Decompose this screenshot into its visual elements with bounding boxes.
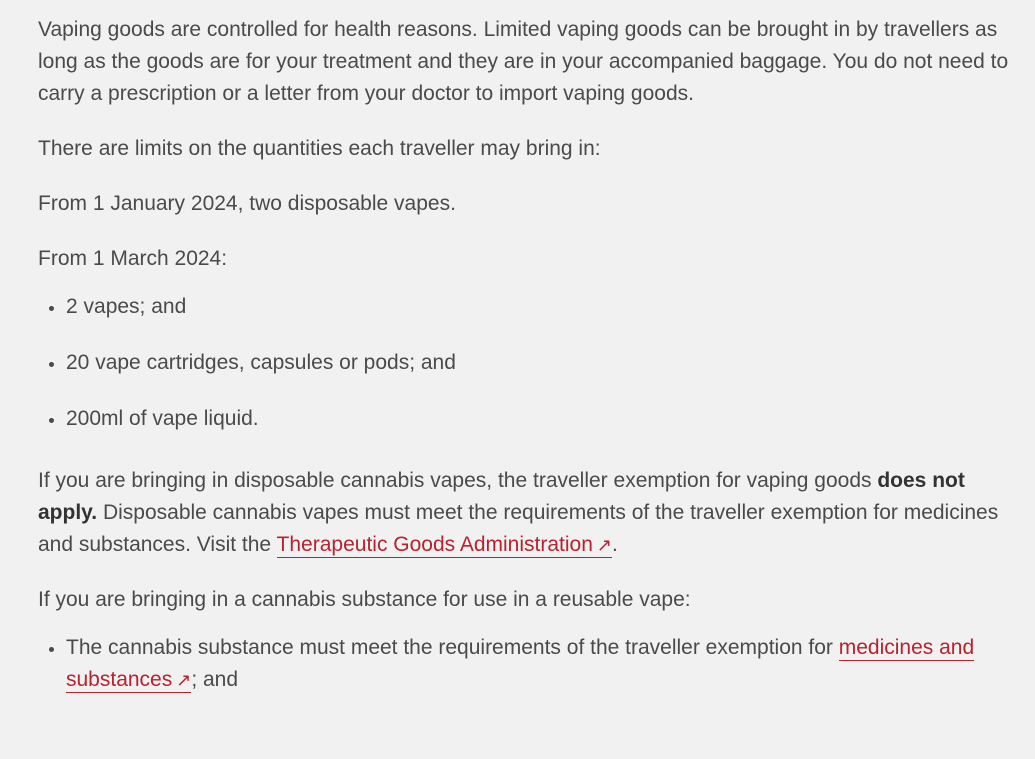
from-march-paragraph: From 1 March 2024: [38, 247, 228, 270]
list-item: • 200ml of vape liquid. [66, 403, 1013, 435]
list-item: • 2 vapes; and [66, 291, 1013, 323]
reusable-text-part2: ; and [191, 668, 239, 691]
external-link-icon: ↗ [596, 535, 612, 555]
external-link-icon: ↗ [176, 670, 192, 690]
cannabis-text-part2: Disposable cannabis vapes must meet the requirements of the traveller exemption for medicines and substances. Visit the [38, 501, 999, 556]
from-january-paragraph: From 1 January 2024, two disposable vapes. [38, 192, 456, 215]
list-item [66, 632, 1013, 696]
tga-link-label: Therapeutic Goods Administration [276, 533, 593, 556]
cannabis-disposable-paragraph [38, 465, 1013, 561]
medicines-link-label: medicines and substances [66, 636, 975, 691]
limits-intro-paragraph: There are limits on the quantities each traveller may bring in: [38, 137, 601, 160]
cannabis-text-part3: . [611, 533, 618, 556]
does-not-apply-emphasis: does not apply. [38, 469, 965, 524]
tga-link[interactable] [277, 533, 612, 558]
list-item: • 20 vape cartridges, capsules or pods; and [66, 347, 1013, 379]
intro-paragraph: Vaping goods are controlled for health reasons. Limited vaping goods can be brought in by travellers as long as the goods are for your treatment and they are in your accompanied baggage. You do not need to carry a prescription or a letter from your doctor to import vaping goods. [38, 18, 1009, 105]
article-content [38, 14, 1013, 696]
reusable-intro-paragraph: If you are bringing in a cannabis substance for use in a reusable vape: [38, 588, 691, 611]
march-limits-list [38, 275, 1013, 435]
reusable-text-part1: The cannabis substance must meet the requirements of the traveller exemption for [66, 636, 839, 659]
reusable-requirements-list [38, 616, 1013, 696]
cannabis-text-part1: If you are bringing in disposable cannabis vapes, the traveller exemption for vaping goods [38, 469, 878, 492]
